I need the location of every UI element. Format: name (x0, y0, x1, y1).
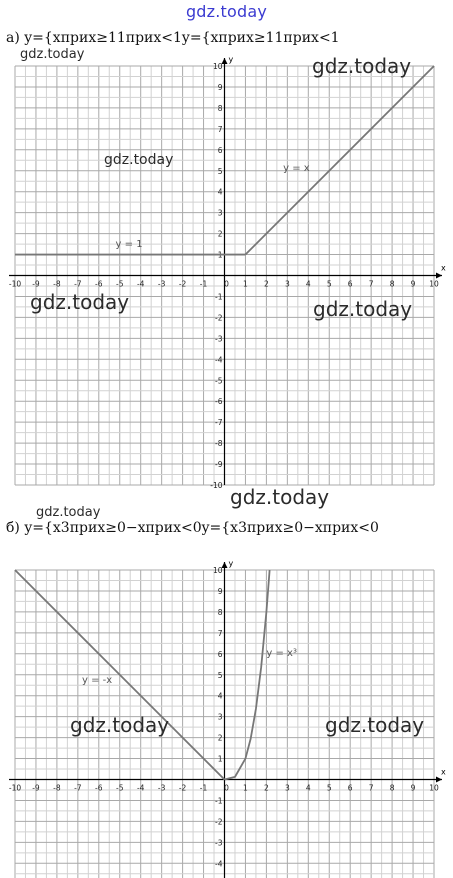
chart-b-heading: б) y={x3прих≥0−xприх<0y={x3прих≥0−xприх<0 (6, 520, 379, 536)
x-tick-label: -4 (136, 279, 145, 289)
watermark-a-bottom-left: gdz.today (30, 290, 130, 314)
x-tick-label: 3 (284, 783, 290, 793)
watermark-a-mid-left: gdz.today (104, 152, 174, 168)
x-tick-label: -10 (8, 783, 22, 793)
y-tick-label: 6 (217, 649, 223, 659)
x-tick-label: -7 (74, 279, 82, 289)
y-tick-label: -4 (215, 859, 223, 869)
y-tick-label: 8 (217, 103, 223, 113)
x-tick-label: -3 (157, 783, 166, 793)
y-tick-label: 7 (217, 124, 223, 134)
x-tick-label: 7 (368, 279, 374, 289)
series-label: y = x (283, 162, 310, 174)
y-axis-label: y (228, 55, 234, 64)
x-tick-label: 4 (305, 279, 311, 289)
y-tick-label: 8 (217, 607, 223, 617)
x-tick-label: 6 (347, 279, 353, 289)
x-tick-label: 5 (326, 279, 332, 289)
watermark-a-bottom-right: gdz.today (313, 297, 413, 321)
x-axis-label: x (441, 263, 446, 273)
y-tick-label: 4 (217, 691, 223, 701)
x-tick-label: -7 (74, 783, 82, 793)
x-tick-label: 10 (429, 279, 439, 289)
y-tick-label: 5 (217, 166, 223, 176)
x-tick-label: -1 (199, 783, 208, 793)
y-tick-label: -1 (215, 292, 223, 302)
x-tick-label: 2 (264, 783, 269, 793)
y-tick-label: 1 (217, 250, 223, 260)
x-tick-label: 8 (389, 279, 395, 289)
y-tick-label: 4 (217, 187, 223, 197)
y-tick-label: -9 (215, 460, 223, 470)
y-tick-label: 9 (217, 586, 223, 596)
x-axis-arrow (436, 777, 442, 783)
watermark-b-top-left: gdz.today (36, 505, 101, 520)
chart-a (0, 44, 453, 494)
watermark-a-top-left: gdz.today (20, 47, 85, 62)
x-tick-label: -6 (95, 783, 103, 793)
x-tick-label: -2 (178, 279, 187, 289)
top-watermark: gdz.today (185, 2, 268, 21)
x-tick-label: -3 (157, 279, 166, 289)
x-tick-label: 9 (410, 279, 416, 289)
x-axis-label: x (441, 767, 446, 777)
y-tick-label: -3 (215, 334, 223, 344)
x-tick-label: -5 (116, 279, 124, 289)
watermark-a-bottom-center: gdz.today (230, 485, 330, 509)
x-tick-label: -8 (53, 279, 61, 289)
y-tick-label: -3 (215, 838, 223, 848)
x-tick-label: -10 (8, 279, 22, 289)
series-label: y = x³ (266, 647, 297, 659)
x-tick-label: 7 (368, 783, 374, 793)
series-label: y = 1 (115, 239, 143, 251)
y-tick-label: -1 (215, 796, 223, 806)
y-tick-label: 6 (217, 145, 223, 155)
y-tick-label: 5 (217, 670, 223, 680)
series-label: y = -x (82, 675, 113, 687)
chart-b (0, 536, 453, 878)
x-tick-label: -4 (136, 783, 145, 793)
watermark-b-mid-left: gdz.today (70, 713, 170, 737)
x-tick-label: 9 (410, 783, 416, 793)
y-tick-label: -10 (210, 481, 223, 490)
y-tick-label: 10 (212, 62, 223, 71)
y-tick-label: 2 (217, 733, 223, 743)
chart-a-heading: а) y={xприх≥11прих<1y={xприх≥11прих<1 (6, 30, 340, 46)
y-tick-label: 3 (217, 712, 223, 722)
y-tick-label: 7 (217, 628, 223, 638)
x-tick-label: -5 (116, 783, 124, 793)
x-tick-label: 8 (389, 783, 395, 793)
y-tick-label: -8 (215, 439, 223, 449)
y-tick-label: -7 (215, 418, 223, 428)
x-tick-label: 4 (305, 783, 311, 793)
watermark-b-mid-right: gdz.today (325, 713, 425, 737)
x-tick-label: 1 (243, 279, 248, 289)
x-tick-label: 0 (224, 783, 229, 793)
y-tick-label: 10 (212, 566, 223, 575)
x-tick-label: -8 (53, 783, 61, 793)
y-tick-label: -5 (215, 376, 223, 386)
y-tick-label: 3 (217, 208, 223, 218)
x-tick-label: -9 (32, 783, 40, 793)
watermark-a-top-right: gdz.today (312, 54, 412, 78)
x-tick-label: -9 (32, 279, 40, 289)
x-tick-label: -1 (199, 279, 208, 289)
y-tick-label: -2 (215, 313, 223, 323)
x-tick-label: 10 (429, 783, 439, 793)
x-tick-label: 6 (347, 783, 353, 793)
x-tick-label: 0 (224, 279, 229, 289)
y-tick-label: 2 (217, 229, 223, 239)
y-tick-label: -4 (215, 355, 223, 365)
x-axis-arrow (436, 273, 442, 279)
y-tick-label: 9 (217, 82, 223, 92)
x-tick-label: -2 (178, 783, 187, 793)
x-tick-label: 2 (264, 279, 269, 289)
y-tick-label: -6 (215, 397, 223, 407)
x-tick-label: -6 (95, 279, 103, 289)
x-tick-label: 1 (243, 783, 248, 793)
y-axis-label: y (228, 559, 234, 568)
x-tick-label: 3 (284, 279, 290, 289)
x-tick-label: 5 (326, 783, 332, 793)
y-tick-label: -2 (215, 817, 223, 827)
y-tick-label: 1 (217, 754, 223, 764)
